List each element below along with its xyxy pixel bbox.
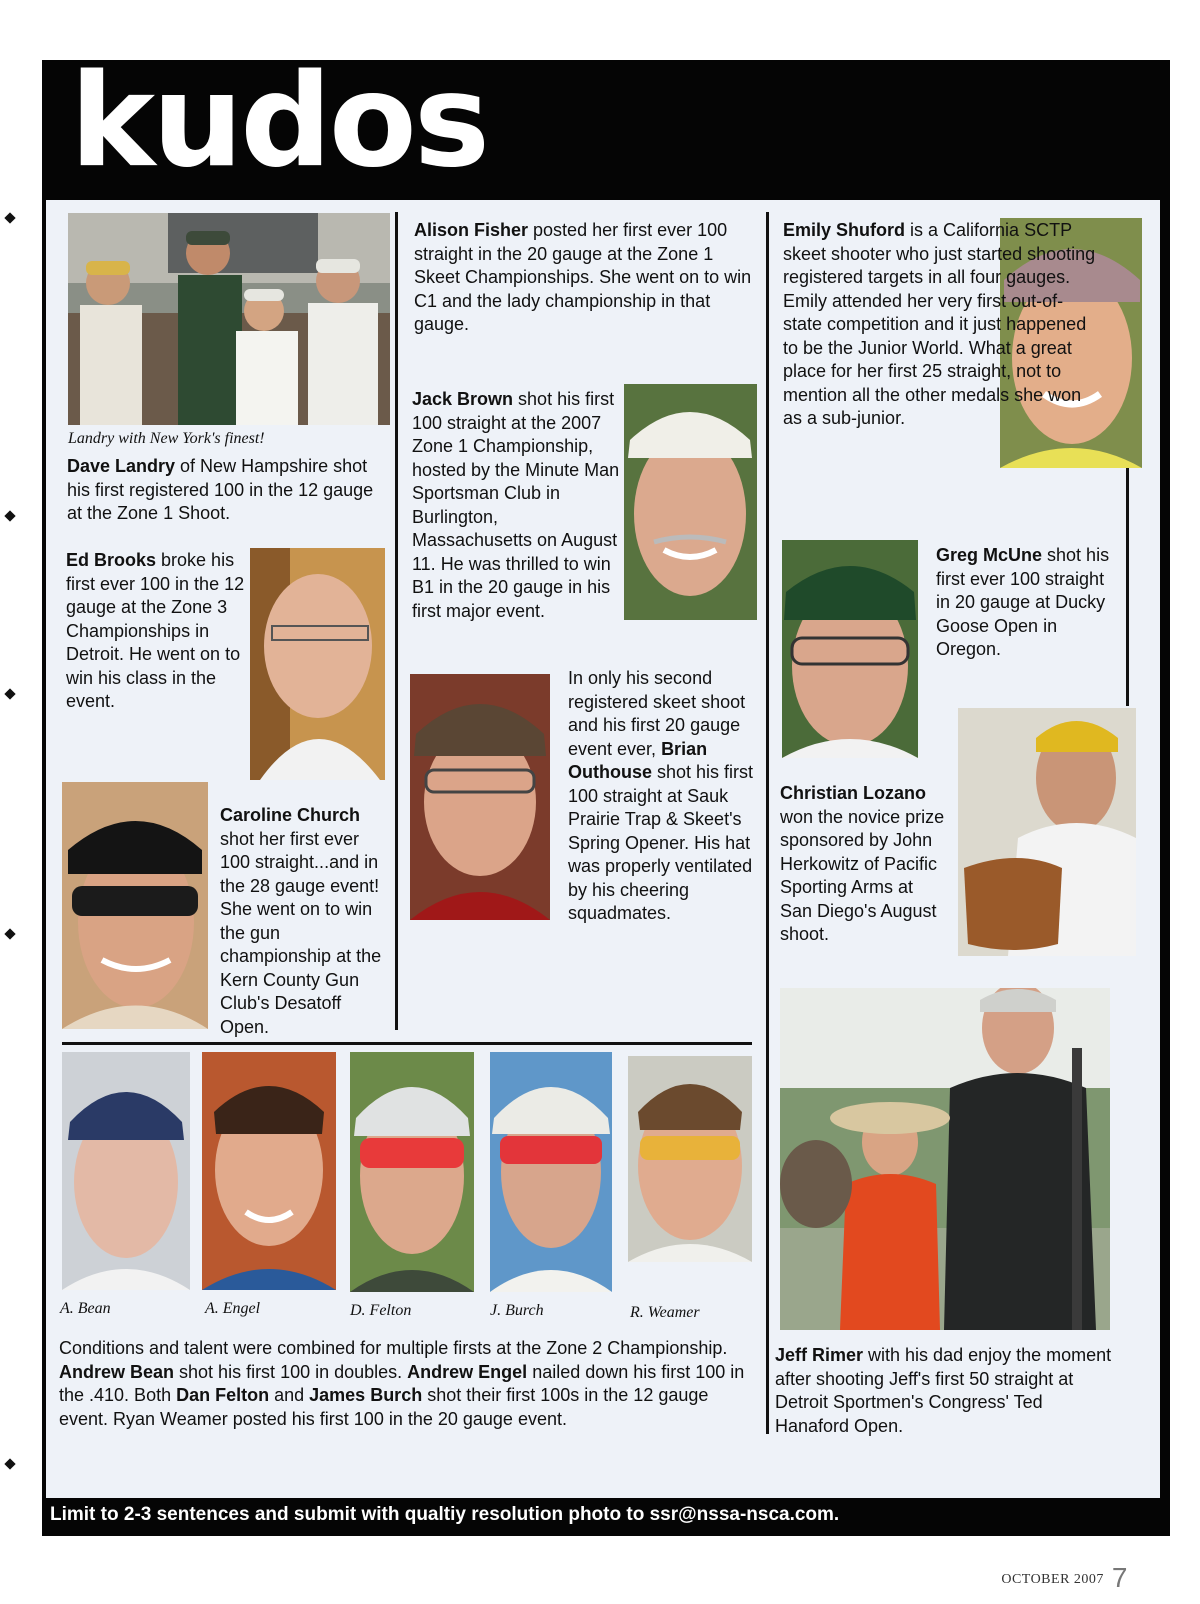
outhouse-photo [410,674,550,920]
caption-bean: A. Bean [60,1300,111,1317]
engel-photo [202,1052,336,1290]
fisher-blurb: Alison Fisher posted her first ever 100 straight in the 20 gauge at the Zone 1 Skeet Championships. She went on to win C1 and the lady championship in that gauge. [414,220,752,334]
brooks-blurb: Ed Brooks broke his first ever 100 in the 12 gauge at the Zone 3 Championships in Detroit. He went on to win his class in the event. [66,550,245,711]
panel-edge-rule [1126,466,1129,706]
lozano-blurb: Christian Lozano won the novice prize sponsored by John Herkowitz of Pacific Sporting Arms at San Diego's August shoot. [780,782,950,947]
weamer-photo [628,1056,752,1262]
brown-name: Jack Brown [412,389,514,409]
burch-photo [490,1052,612,1292]
page-footer [1001,1562,1128,1594]
church-name: Caroline Church [220,805,361,825]
rimer-blurb: Jeff Rimer with his dad enjoy the moment after shooting Jeff's first 50 straight at Detroit Sportmen's Congress' Ted Hanaford Open. [775,1345,1112,1436]
group-photo [68,213,390,425]
binding-mark [4,212,15,223]
group-photo-caption: Landry with New York's finest! [68,430,265,447]
zone2-blurb: Conditions and talent were combined for multiple firsts at the Zone 2 Championship. Andrew Bean shot his first 100 in doubles. Andrew Engel nailed down his first 100 in the .410. Both Dan Felton and James Burch shot their first 100s in the 12 gauge event. Ryan Weamer posted his first 100 in the 20 gauge event. [59,1338,745,1429]
masthead-title: kudos [70,47,487,196]
binding-mark [4,688,15,699]
binding-mark [4,1458,15,1469]
brown-blurb: Jack Brown shot his first 100 straight at the 2007 Zone 1 Championship, hosted by the Minute Man Sportsman Club in Burlington, Massachusetts on August 11. He was thrilled to win B1 in the 20 gauge in his first major event. [412,389,620,621]
shuford-blurb: Emily Shuford is a California SCTP skeet shooter who just started shooting registered targets in all four gauges. Emily attended her very first out-of-state competition and it just happened to be the Junior World. What a great place for her first 25 straight, not to mention all the other medals she won as a sub-junior. [783,220,1096,428]
lozano-photo [958,708,1136,956]
church-photo [62,782,208,1029]
column-rule-right [766,212,769,1434]
shuford-name: Emily Shuford [783,220,906,240]
column-rule-left [395,212,398,1030]
rimer-name: Jeff Rimer [775,1345,864,1365]
landry-name: Dave Landry [67,456,176,476]
church-blurb: Caroline Church shot her first ever 100 straight...and in the 28 gauge event! She went on to win the gun championship at the Kern County Gun Club's Desatoff Open. [220,804,390,1039]
fisher-name: Alison Fisher [414,220,529,240]
binding-mark [4,928,15,939]
section-rule [62,1042,752,1045]
issue-date: OCTOBER 2007 [1001,1572,1104,1587]
landry-blurb: Dave Landry of New Hampshire shot his first registered 100 in the 12 gauge at the Zone 1 Shoot. [67,456,374,523]
caption-felton: D. Felton [350,1302,412,1319]
caption-burch: J. Burch [490,1302,544,1319]
lozano-name: Christian Lozano [780,783,927,803]
brooks-name: Ed Brooks [66,550,157,570]
caption-weamer: R. Weamer [630,1304,700,1321]
brooks-photo [250,548,385,780]
binding-mark [4,510,15,521]
submission-footer: Limit to 2-3 sentences and submit with qualtiy resolution photo to ssr@nssa-nsca.com. [50,1504,840,1525]
mcune-photo [782,540,918,758]
outhouse-name: Brian Outhouse [568,738,708,782]
rimer-photo [780,988,1110,1330]
mcune-blurb: Greg McUne shot his first ever 100 straight in 20 gauge at Ducky Goose Open in Oregon. [936,545,1110,659]
outhouse-blurb: In only his second registered skeet shoot and his first 20 gauge event ever, Brian Outhouse shot his first 100 straight at Sauk Prairie Trap & Skeet's Spring Opener. His hat was properly ventilated by his cheering squadmates. [568,668,754,923]
felton-photo [350,1052,474,1292]
caption-engel: A. Engel [205,1300,261,1317]
mcune-name: Greg McUne [936,545,1043,565]
bean-photo [62,1052,190,1290]
page-number: 7 [1111,1562,1128,1593]
brown-photo [624,384,757,620]
